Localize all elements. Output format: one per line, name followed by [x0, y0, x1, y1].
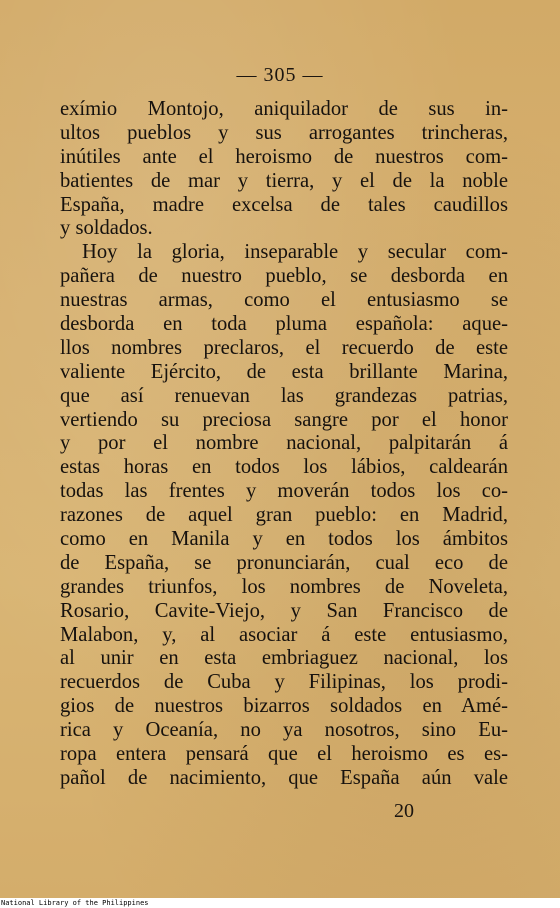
text-line: y soldados.: [60, 217, 153, 240]
text-line: pañera de nuestro pueblo, se desborda en: [60, 265, 508, 288]
text-line: batientes de mar y tierra, y el de la noble: [60, 169, 508, 192]
text-line: ropa entera pensará que el heroismo es es-: [60, 743, 508, 766]
text-line: ultos pueblos y sus arrogantes trincheras,: [60, 121, 508, 144]
page-number-header: — 305 —: [236, 64, 324, 86]
text-line: rica y Oceanía, no ya nosotros, sino Eu-: [60, 719, 508, 742]
text-line: valiente Ejército, de esta brillante Marina,: [60, 360, 508, 383]
body-text: [60, 98, 508, 791]
text-line: gios de nuestros bizarros soldados en Amé-: [60, 695, 508, 718]
text-line: España, madre excelsa de tales caudillos: [60, 193, 508, 216]
text-line: pañol de nacimiento, que España aún vale: [60, 766, 508, 789]
signature-mark: 20: [394, 800, 414, 822]
text-line: que así renuevan las grandezas patrias,: [60, 384, 508, 407]
text-line: al unir en esta embriaguez nacional, los: [60, 647, 508, 670]
text-line: estas horas en todos los lábios, caldearán: [60, 456, 508, 479]
text-line: y por el nombre nacional, palpitarán á: [60, 432, 508, 455]
text-line: vertiendo su preciosa sangre por el honor: [60, 408, 508, 431]
text-line: desborda en toda pluma española: aque-: [60, 313, 508, 336]
text-line: Rosario, Cavite-Viejo, y San Francisco de: [60, 599, 508, 622]
text-line: todas las frentes y moverán todos los co-: [60, 480, 508, 503]
text-line: exímio Montojo, aniquilador de sus in-: [60, 98, 508, 120]
text-line: llos nombres preclaros, el recuerdo de este: [60, 336, 508, 359]
text-line: nuestras armas, como el entusiasmo se: [60, 289, 508, 312]
library-watermark: National Library of the Philippines: [0, 898, 560, 908]
text-line: recuerdos de Cuba y Filipinas, los prodi-: [60, 671, 508, 694]
text-line: como en Manila y en todos los ámbitos: [60, 528, 508, 551]
text-line: Malabon, y, al asociar á este entusiasmo,: [60, 623, 508, 646]
text-line: Hoy la gloria, inseparable y secular com-: [82, 241, 508, 264]
text-line: grandes triunfos, los nombres de Noveleta,: [60, 575, 508, 598]
text-line: de España, se pronunciarán, cual eco de: [60, 551, 508, 574]
text-line: inútiles ante el heroismo de nuestros com-: [60, 145, 508, 168]
text-line: razones de aquel gran pueblo: en Madrid,: [60, 504, 508, 527]
